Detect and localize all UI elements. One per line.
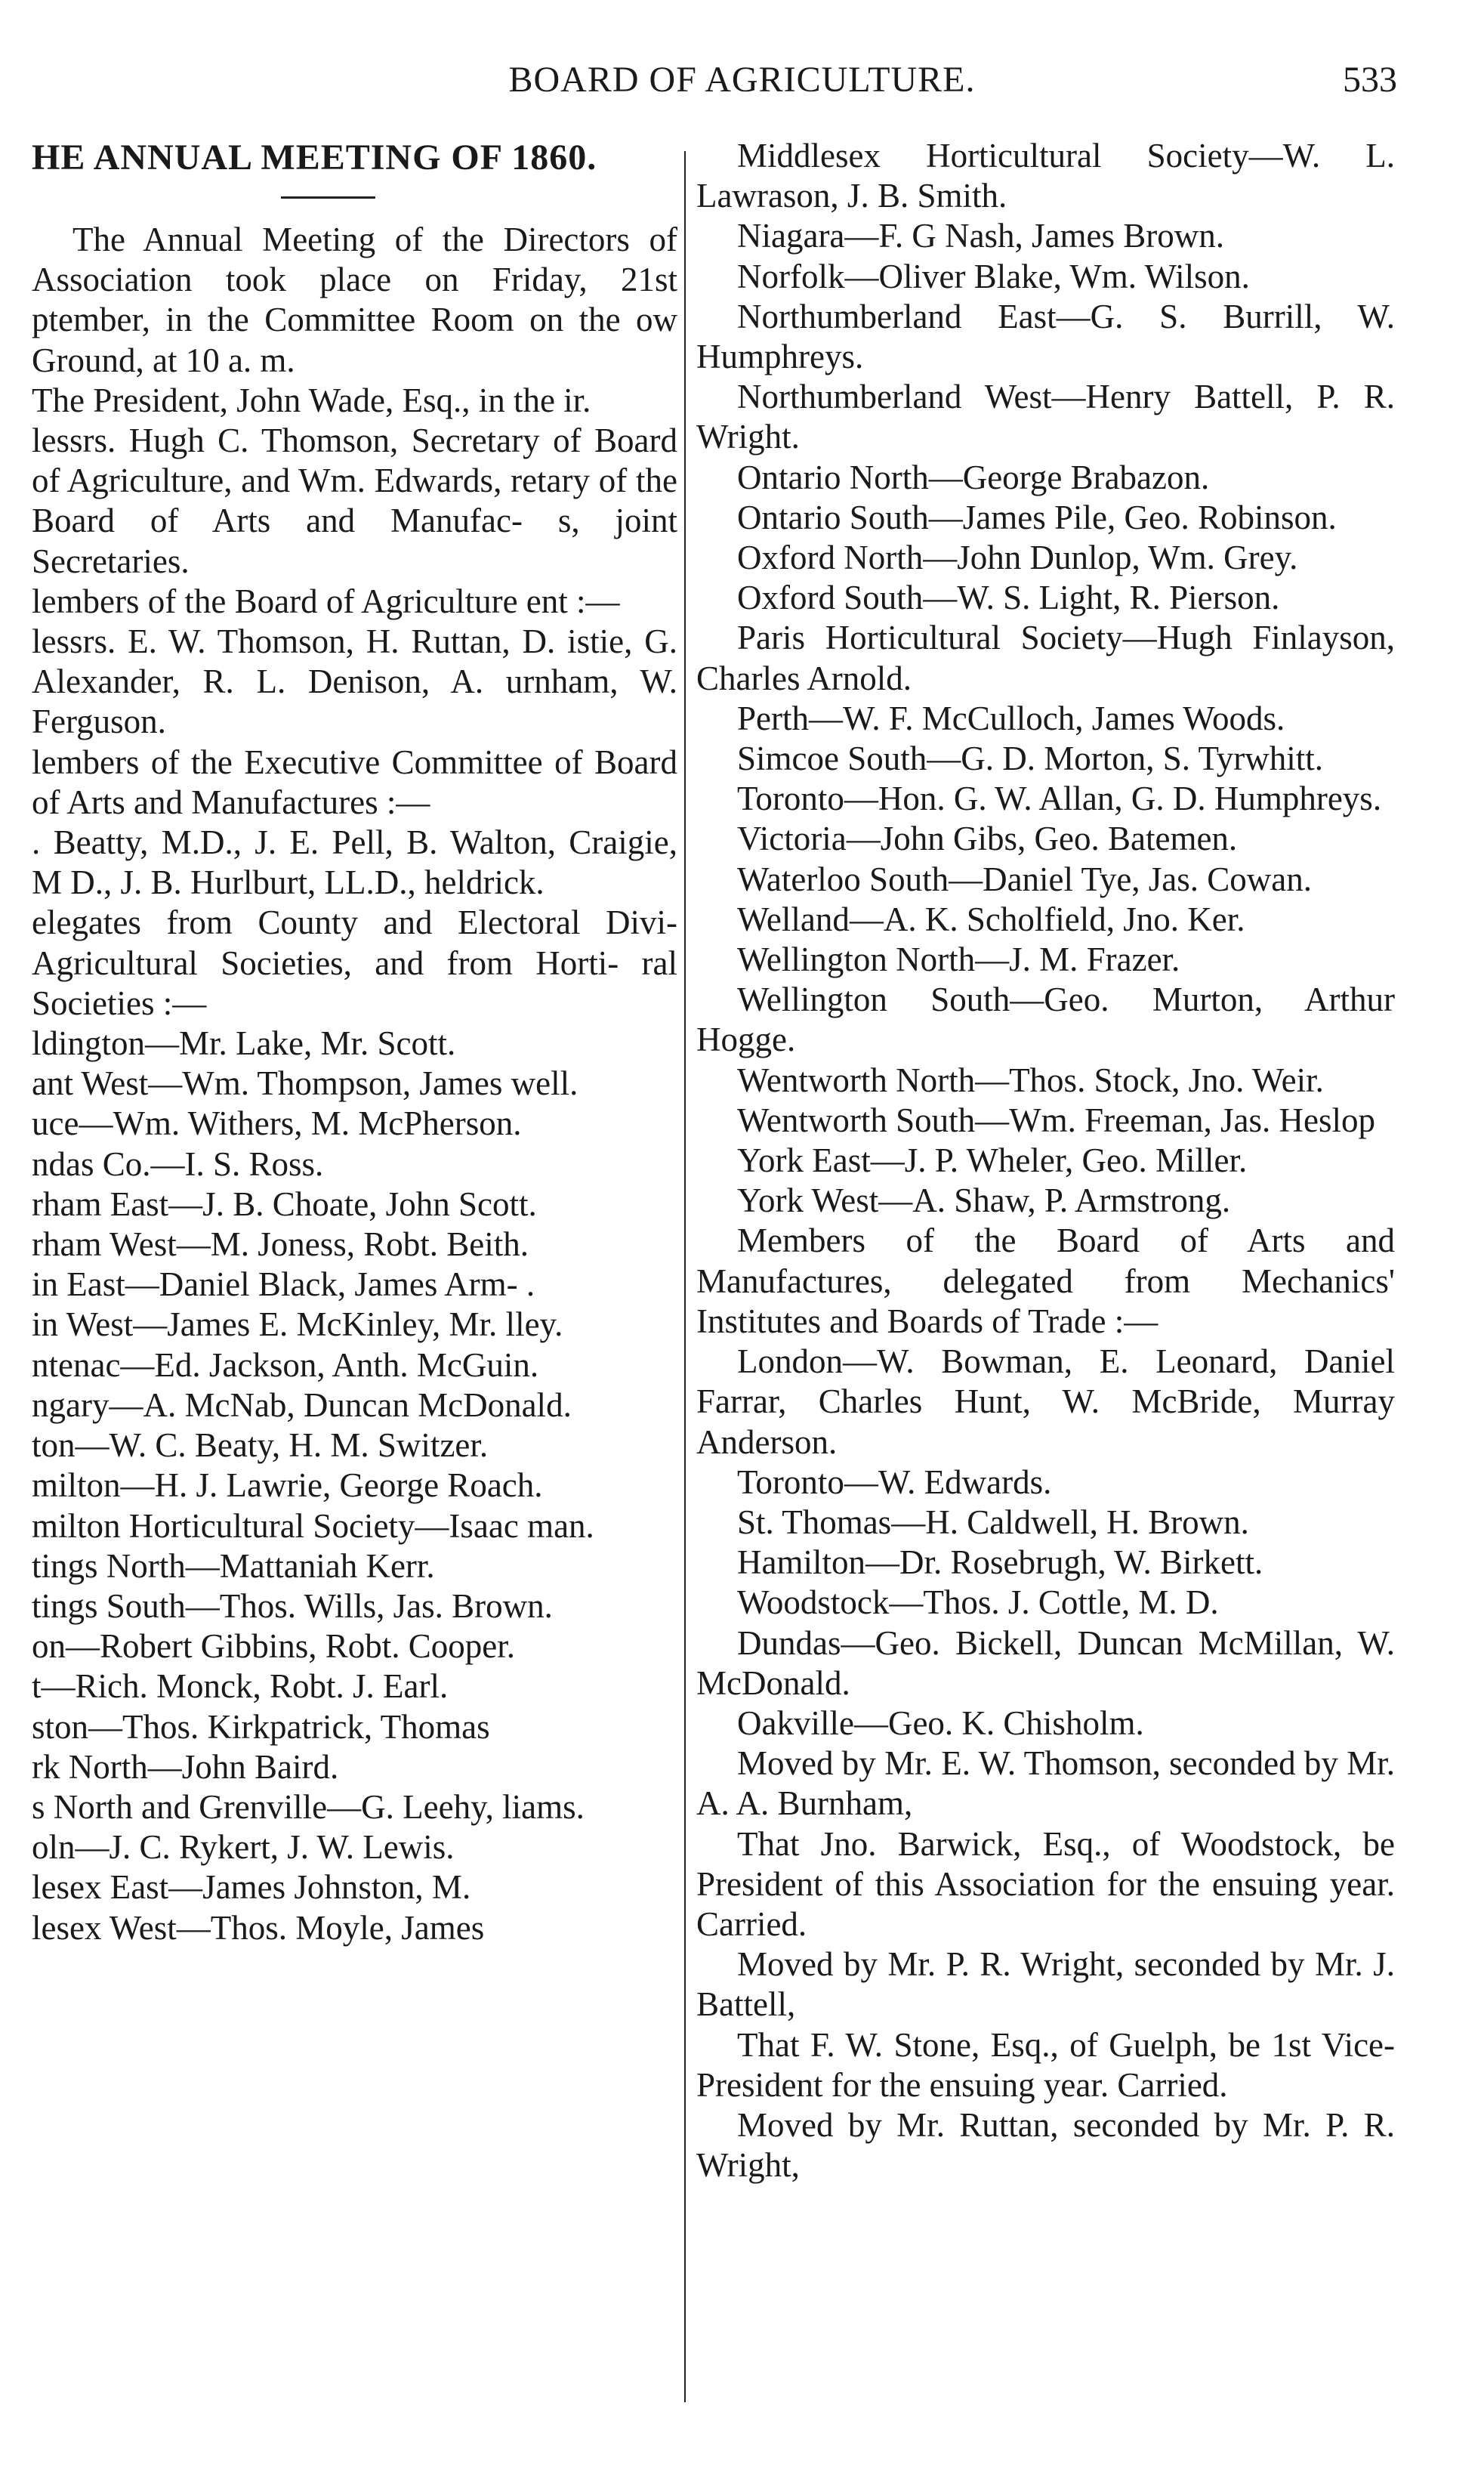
left-column-paragraph: on—Robert Gibbins, Robt. Cooper. [32,1627,515,1666]
left-column-paragraph: milton Horticultural Society—Isaac man. [32,1506,594,1545]
left-column-paragraph: uce—Wm. Withers, M. McPherson. [32,1104,522,1143]
right-column-paragraph: Moved by Mr. E. W. Thomson, seconded by Mr. A. A. Burnham, [696,1744,1395,1823]
left-column-paragraph: lembers of the Board of Agriculture ent :— [32,582,620,620]
right-column-paragraph: Perth—W. F. McCulloch, James Woods. [737,699,1285,737]
left-column-paragraph: tings North—Mattaniah Kerr. [32,1546,435,1585]
column-divider [684,151,686,2402]
title-rule [281,196,375,199]
left-column-paragraph: lessrs. Hugh C. Thomson, Secretary of Board of Agriculture, and Wm. Edwards, retary of the Board of Arts and Manufac- s, joint Secretaries. [32,422,677,580]
right-column-paragraph: Ontario North—George Brabazon. [737,458,1210,496]
left-column-paragraph: ston—Thos. Kirkpatrick, Thomas [32,1707,490,1746]
right-column-paragraph: Northumberland West—Henry Battell, P. R. Wright. [696,378,1395,456]
right-column-paragraph: Wentworth North—Thos. Stock, Jno. Weir. [737,1061,1324,1099]
right-column-paragraph: Northumberland East—G. S. Burrill, W. Humphreys. [696,297,1395,376]
right-column-paragraph: London—W. Bowman, E. Leonard, Daniel Farrar, Charles Hunt, W. McBride, Murray Anderson. [696,1342,1395,1461]
right-column-paragraph: Members of the Board of Arts and Manufactures, delegated from Mechanics' Institutes and Boards of Trade :— [696,1222,1395,1340]
left-column-paragraph: lesex West—Thos. Moyle, James [32,1908,485,1947]
right-column-paragraph: St. Thomas—H. Caldwell, H. Brown. [737,1503,1249,1541]
left-column-paragraph: rham West—M. Joness, Robt. Beith. [32,1225,529,1264]
right-column-paragraph: York West—A. Shaw, P. Armstrong. [737,1181,1231,1220]
left-column-paragraph: ton—W. C. Beaty, H. M. Switzer. [32,1426,489,1465]
right-column-paragraph: Hamilton—Dr. Rosebrugh, W. Birkett. [737,1543,1263,1582]
right-column-paragraph: Dundas—Geo. Bickell, Duncan McMillan, W. McDonald. [696,1623,1395,1702]
right-column-paragraph: Moved by Mr. P. R. Wright, seconded by Mr. J. Battell, [696,1945,1395,2024]
right-column-paragraph: Waterloo South—Daniel Tye, Jas. Cowan. [737,860,1313,898]
section-title: HE ANNUAL MEETING OF 1860. [32,137,597,178]
left-column-paragraph: rham East—J. B. Choate, John Scott. [32,1185,537,1223]
left-column-paragraph: rk North—John Baird. [32,1747,339,1786]
left-column-paragraph: ndas Co.—I. S. Ross. [32,1144,324,1183]
left-column-paragraph: ant West—Wm. Thompson, James well. [32,1064,578,1103]
left-column-paragraph: lembers of the Executive Committee of Board of Arts and Manufactures :— [32,743,677,821]
running-head: BOARD OF AGRICULTURE. [508,60,976,100]
left-column-paragraph: ntenac—Ed. Jackson, Anth. McGuin. [32,1345,539,1384]
right-column-paragraph: Toronto—Hon. G. W. Allan, G. D. Humphreys. [737,780,1382,818]
left-column-paragraph: . Beatty, M.D., J. E. Pell, B. Walton, Craigie, M D., J. B. Hurlburt, LL.D., heldrick. [32,823,677,902]
left-column-paragraph: milton—H. J. Lawrie, George Roach. [32,1466,543,1505]
right-column-paragraph: Middlesex Horticultural Society—W. L. Lawrason, J. B. Smith. [696,137,1395,215]
right-column-paragraph: Norfolk—Oliver Blake, Wm. Wilson. [737,257,1250,295]
right-column-paragraph: Ontario South—James Pile, Geo. Robinson. [737,498,1337,536]
right-column-paragraph: Moved by Mr. Ruttan, seconded by Mr. P. R. Wright, [696,2105,1395,2185]
left-column [32,136,677,2448]
right-column-paragraph: York East—J. P. Wheler, Geo. Miller. [737,1141,1248,1180]
right-column-paragraph: Woodstock—Thos. J. Cottle, M. D. [737,1583,1219,1622]
right-column-paragraph: Wellington South—Geo. Murton, Arthur Hogge. [696,981,1395,1059]
right-column-paragraph: Oxford North—John Dunlop, Wm. Grey. [737,539,1298,577]
page-header [0,53,1484,113]
right-column [696,136,1395,2448]
left-column-paragraph: The Annual Meeting of the Directors of Association took place on Friday, 21st ptember, in the Committee Room on the ow Ground, at 10 a. m. [32,221,677,379]
left-column-paragraph: in East—Daniel Black, James Arm- . [32,1265,535,1304]
right-column-paragraph: Victoria—John Gibs, Geo. Batemen. [737,820,1238,858]
left-column-paragraph: lesex East—James Johnston, M. [32,1868,471,1907]
right-column-paragraph: Oakville—Geo. K. Chisholm. [737,1703,1144,1742]
right-column-paragraph: That F. W. Stone, Esq., of Guelph, be 1st Vice-President for the ensuing year. Carried. [696,2025,1395,2104]
left-column-paragraph: lessrs. E. W. Thomson, H. Ruttan, D. istie, G. Alexander, R. L. Denison, A. urnham, W. Ferguson. [32,622,677,741]
right-column-paragraph: Wellington North—J. M. Frazer. [737,941,1180,979]
left-column-paragraph: The President, John Wade, Esq., in the ir. [32,381,591,419]
page-number: 533 [1343,60,1397,100]
right-column-paragraph: Wentworth South—Wm. Freeman, Jas. Heslop [737,1101,1376,1139]
left-column-paragraph: t—Rich. Monck, Robt. J. Earl. [32,1667,449,1706]
left-column-paragraph: elegates from County and Electoral Divi- Agricultural Societies, and from Horti- ral Societies :— [32,903,677,1022]
left-column-paragraph: tings South—Thos. Wills, Jas. Brown. [32,1586,553,1625]
right-column-paragraph: Paris Horticultural Society—Hugh Finlayson, Charles Arnold. [696,619,1395,697]
right-column-paragraph: Oxford South—W. S. Light, R. Pierson. [737,579,1280,617]
right-column-paragraph: That Jno. Barwick, Esq., of Woodstock, be President of this Association for the ensuing year. Carried. [696,1824,1395,1943]
right-column-paragraph: Welland—A. K. Scholfield, Jno. Ker. [737,900,1245,938]
left-column-paragraph: s North and Grenville—G. Leehy, liams. [32,1787,585,1826]
right-column-paragraph: Toronto—W. Edwards. [737,1463,1052,1501]
right-column-paragraph: Niagara—F. G Nash, James Brown. [737,217,1225,255]
left-column-paragraph: oln—J. C. Rykert, J. W. Lewis. [32,1828,455,1867]
right-column-paragraph: Simcoe South—G. D. Morton, S. Tyrwhitt. [737,740,1324,778]
left-column-paragraph: ngary—A. McNab, Duncan McDonald. [32,1385,572,1424]
left-column-paragraph: in West—James E. McKinley, Mr. lley. [32,1305,563,1344]
left-column-paragraph: ldington—Mr. Lake, Mr. Scott. [32,1024,456,1063]
